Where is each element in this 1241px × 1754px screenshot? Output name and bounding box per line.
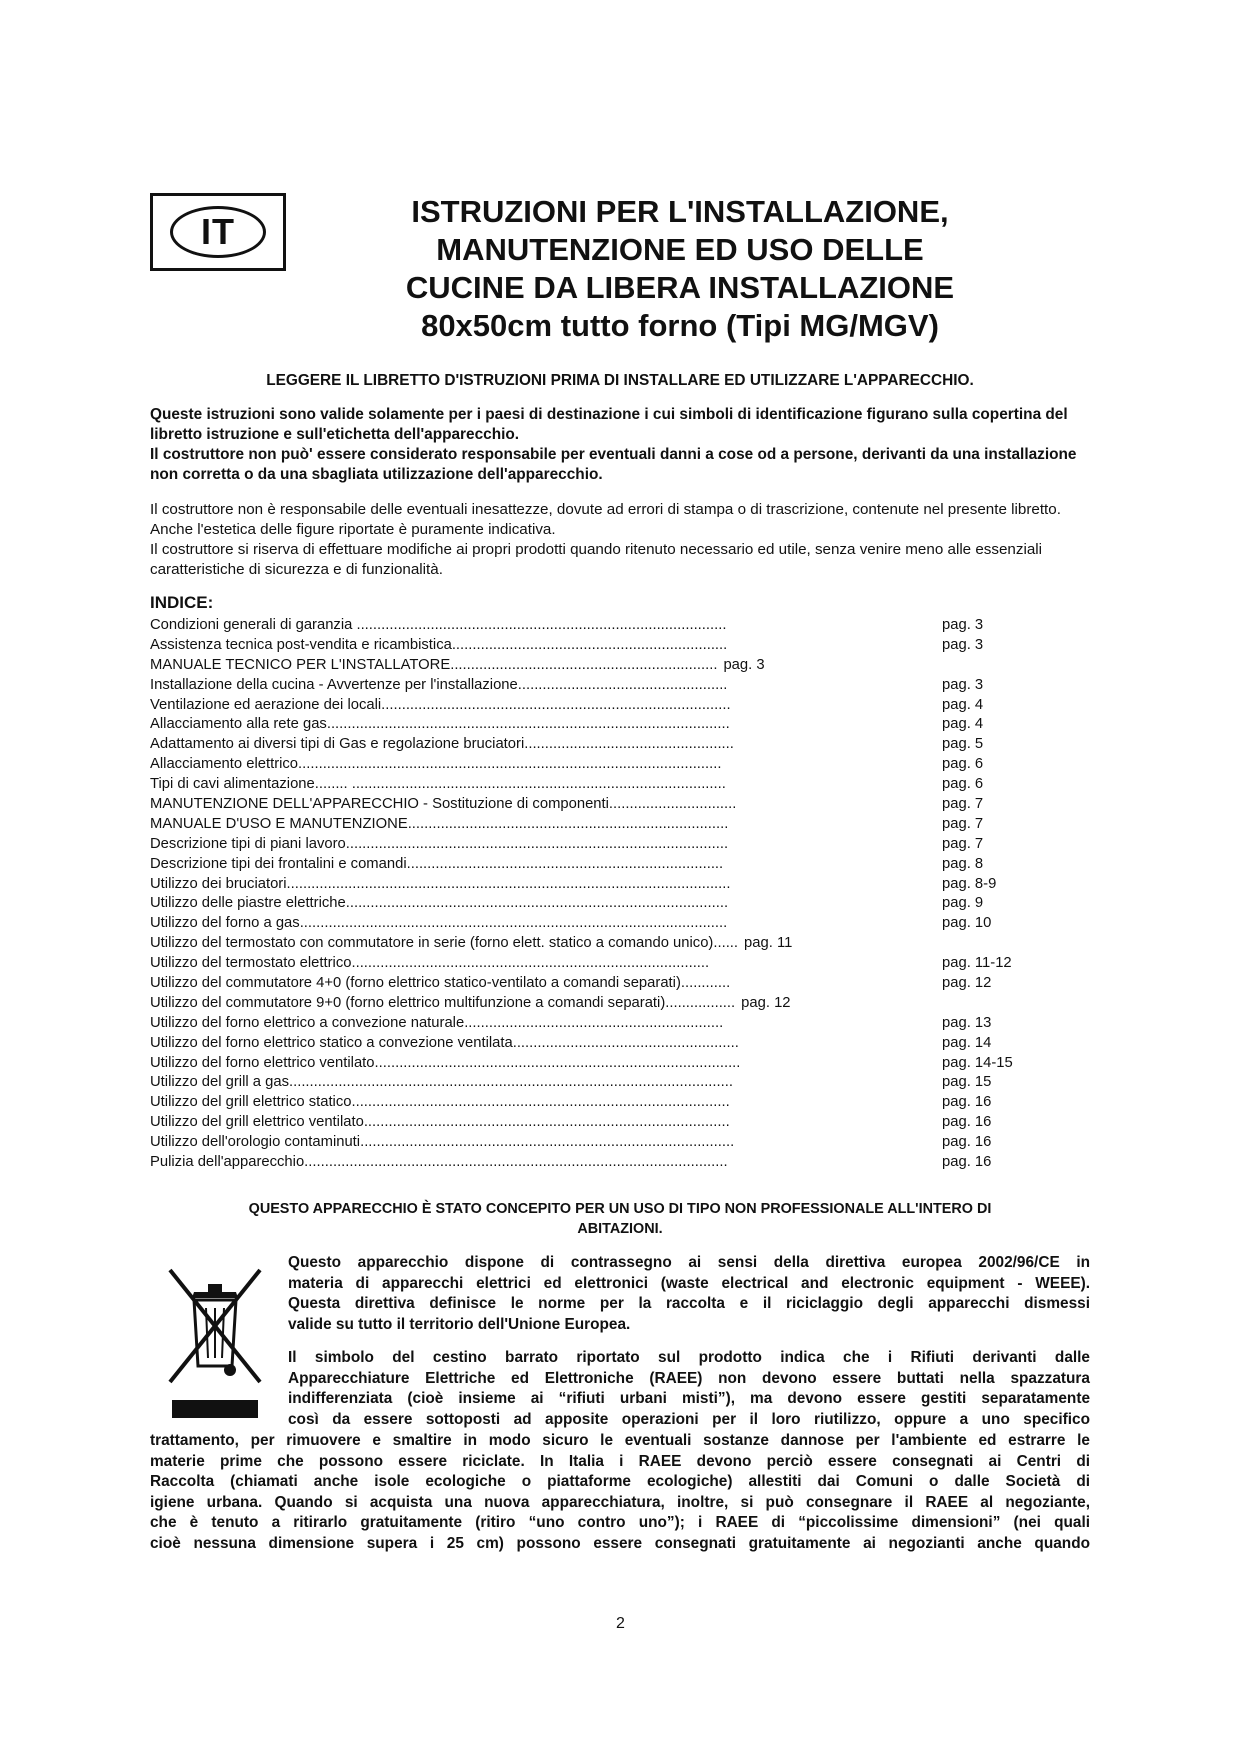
intro-bold <box>150 405 1090 485</box>
index-entry-label: Utilizzo del forno elettrico statico a convezione ventilata....................................................... <box>150 1034 739 1051</box>
language-badge <box>150 193 286 271</box>
weee-line: materia di apparecchi elettrici ed elettronici (waste electrical and electronic equipment - WEEE). <box>288 1274 1090 1292</box>
index-row <box>150 696 1050 716</box>
index-row <box>150 656 1050 676</box>
index-entry-label: Utilizzo del forno a gas........................................................................................................ <box>150 915 728 932</box>
index-row <box>150 735 1050 755</box>
index-entry-label: Ventilazione ed aerazione dei locali..................................................................................... <box>150 696 731 713</box>
index-entry-page: pag. 11 <box>744 935 793 952</box>
index-entry-label: Utilizzo del commutatore 9+0 (forno elettrico multifunzione a comandi separati)................. <box>150 994 736 1011</box>
index-row <box>150 835 1050 855</box>
index-entry-label: Adattamento ai diversi tipi di Gas e regolazione bruciatori................................................... <box>150 736 734 753</box>
intro-normal <box>150 500 1090 580</box>
index-entry-page: pag. 16 <box>942 1114 992 1131</box>
weee-line: Questa direttiva definisce le norme per la raccolta e il riciclaggio degli apparecchi dismessi <box>288 1295 1090 1312</box>
index-entry-label: Utilizzo del grill elettrico ventilato......................................................................................... <box>150 1114 730 1131</box>
weee-paragraph-1 <box>288 1253 1090 1335</box>
title-line: 80x50cm tutto forno (Tipi MG/MGV) <box>421 308 939 343</box>
index-title: INDICE: <box>150 593 214 612</box>
index-entry-page: pag. 16 <box>942 1094 992 1111</box>
index-entry-page: pag. 8-9 <box>942 875 997 892</box>
index-row <box>150 1034 1050 1054</box>
non-professional-notice <box>150 1199 1090 1239</box>
index-row <box>150 715 1050 735</box>
index-row <box>150 795 1050 815</box>
notice-line: QUESTO APPARECCHIO È STATO CONCEPITO PER UN USO DI TIPO NON PROFESSIONALE ALL'INTERO DI <box>248 1201 992 1217</box>
index-entry-label: Installazione della cucina - Avvertenze per l'installazione................................................... <box>150 676 728 693</box>
weee-line: cioè nessuna dimensione supera i 25 cm) possono essere consegnati gratuitamente ai negozianti anche quando <box>150 1534 1090 1552</box>
index-entry-page: pag. 14-15 <box>942 1054 1013 1071</box>
index-entry-page: pag. 3 <box>942 676 984 693</box>
intro-bold-paragraph: Il costruttore non può' essere considerato responsabile per eventuali danni a cose od a persone, derivanti da una installazione non corretta o da una sbagliata utilizzazione dell'apparecchio. <box>150 446 1077 483</box>
index-entry-label: Utilizzo del grill a gas............................................................................................................ <box>150 1074 733 1091</box>
weee-line: che è tenuto a ritirarlo gratuitamente (ritiro “uno contro uno”); i RAEE di “piccolissime dimensioni” (nei quali <box>150 1514 1090 1531</box>
index-entry-label: Assistenza tecnica post-vendita e ricambistica................................................................... <box>150 636 728 653</box>
index-row <box>150 1113 1050 1133</box>
index-entry-label: MANUALE D'USO E MANUTENZIONE.............................................................................. <box>150 815 729 832</box>
crossed-out-wheelie-bin-icon <box>160 1262 270 1422</box>
index-entry-page: pag. 6 <box>942 756 984 773</box>
weee-line: Raccolta (chiamati anche isole ecologiche o piattaforme ecologiche) allestiti dai Comuni o dalle Società di <box>150 1473 1090 1490</box>
index-entry-page: pag. 3 <box>723 656 765 673</box>
index-entry-page: pag. 8 <box>942 855 984 872</box>
index-entry-label: Descrizione tipi di piani lavoro............................................................................................. <box>150 835 729 852</box>
weee-line: trattamento, per rimuovere e smaltire in modo sicuro le eventuali sostanze dannose per l'ambiente ed estrarre le <box>150 1432 1090 1449</box>
index-entry-label: Pulizia dell'apparecchio....................................................................................................... <box>150 1154 728 1171</box>
index-list <box>150 616 1050 1173</box>
index-entry-label: Condizioni generali di garanzia .......................................................................................... <box>150 617 727 633</box>
index-entry-label: Utilizzo del termostato elettrico....................................................................................... <box>150 955 710 972</box>
index-row <box>150 1093 1050 1113</box>
weee-line: materie prime che possono essere riciclate. In Italia i RAEE devono perciò essere consegnati ai Centri di <box>150 1452 1090 1470</box>
index-row <box>150 1014 1050 1034</box>
document-title <box>300 193 1060 345</box>
index-row <box>150 775 1050 795</box>
language-code: IT <box>170 206 266 258</box>
weee-line: indifferenziata (cioè insieme ai “rifiuti urbani misti”), ma devono essere gestiti separatamente <box>288 1390 1090 1407</box>
index-row <box>150 914 1050 934</box>
index-entry-label: Utilizzo del forno elettrico ventilato......................................................................................... <box>150 1054 741 1071</box>
weee-paragraph-2 <box>288 1348 1090 1430</box>
index-entry-page: pag. 11-12 <box>942 955 1012 972</box>
index-entry-label: Utilizzo del termostato con commutatore in serie (forno elett. statico a comando unico)...... <box>150 935 739 952</box>
index-row <box>150 994 1050 1014</box>
index-row <box>150 755 1050 775</box>
index-row <box>150 636 1050 656</box>
index-entry-page: pag. 7 <box>942 835 984 852</box>
index-row <box>150 1153 1050 1173</box>
index-entry-page: pag. 16 <box>942 1134 992 1151</box>
index-entry-page: pag. 12 <box>942 975 992 992</box>
weee-line: Il simbolo del cestino barrato riportato sul prodotto indica che i Rifiuti derivanti dalle <box>288 1349 1090 1366</box>
index-row <box>150 1133 1050 1153</box>
index-entry-label: Utilizzo del forno elettrico a convezione naturale............................................................... <box>150 1014 724 1031</box>
index-entry-label: MANUALE TECNICO PER L'INSTALLATORE................................................................. <box>150 656 718 673</box>
weee-line: Apparecchiature Elettriche ed Elettroniche (RAEE) non devono essere buttati nella spazzatura <box>288 1369 1090 1387</box>
index-entry-page: pag. 10 <box>942 915 992 932</box>
index-entry-page: pag. 5 <box>942 736 984 753</box>
index-entry-page: pag. 3 <box>942 636 984 653</box>
index-entry-page: pag. 13 <box>942 1014 992 1031</box>
weee-line: così da essere sottoposti ad apposite operazioni per il loro riutilizzo, oppure a uno specifico <box>288 1410 1090 1428</box>
weee-line: Questo apparecchio dispone di contrassegno ai sensi della direttiva europea 2002/96/CE in <box>288 1254 1090 1271</box>
index-entry-page: pag. 16 <box>942 1154 992 1171</box>
index-row <box>150 1054 1050 1074</box>
index-row <box>150 616 1050 636</box>
index-entry-label: Allacciamento alla rete gas.................................................................................................. <box>150 716 730 733</box>
index-row <box>150 875 1050 895</box>
index-entry-page: pag. 14 <box>942 1034 992 1051</box>
index-row <box>150 815 1050 835</box>
weee-paragraph-3 <box>150 1431 1090 1554</box>
page-number: 2 <box>616 1615 625 1632</box>
index-entry-label: Allacciamento elettrico....................................................................................................... <box>150 756 722 773</box>
index-entry-page: pag. 4 <box>942 716 984 733</box>
index-row <box>150 1073 1050 1093</box>
intro-paragraph: Il costruttore si riserva di effettuare modifiche ai propri prodotti quando ritenuto necessario ed utile, senza venire meno alle essenziali caratteristiche di sicurezza e di funzionalità. <box>150 541 1043 578</box>
index-row <box>150 954 1050 974</box>
title-line: ISTRUZIONI PER L'INSTALLAZIONE, <box>411 194 949 229</box>
index-entry-label: Utilizzo del commutatore 4+0 (forno elettrico statico-ventilato a comandi separati)............ <box>150 975 731 992</box>
index-entry-page: pag. 3 <box>942 617 984 633</box>
index-entry-page: pag. 6 <box>942 776 984 793</box>
index-entry-page: pag. 7 <box>942 796 984 813</box>
title-line: MANUTENZIONE ED USO DELLE <box>436 232 924 267</box>
index-row <box>150 676 1050 696</box>
index-entry-label: Utilizzo dei bruciatori............................................................................................................ <box>150 875 731 892</box>
notice-line: ABITAZIONI. <box>577 1221 663 1237</box>
intro-bold-paragraph: Queste istruzioni sono valide solamente per i paesi di destinazione i cui simboli di identificazione figurano sulla copertina del libretto istruzione e sull'etichetta dell'apparecchio. <box>150 406 1068 443</box>
index-row <box>150 894 1050 914</box>
index-entry-page: pag. 4 <box>942 696 984 713</box>
index-entry-page: pag. 9 <box>942 895 984 912</box>
index-entry-label: Tipi di cavi alimentazione........ ........................................................................................... <box>150 776 726 793</box>
index-entry-page: pag. 7 <box>942 815 984 832</box>
index-entry-label: Utilizzo del grill elettrico statico............................................................................................ <box>150 1094 730 1111</box>
weee-line: valide su tutto il territorio dell'Unione Europea. <box>288 1315 631 1333</box>
index-row <box>150 934 1050 954</box>
index-entry-label: Utilizzo delle piastre elettriche............................................................................................. <box>150 895 729 912</box>
index-row <box>150 974 1050 994</box>
index-entry-label: MANUTENZIONE DELL'APPARECCHIO - Sostituzione di componenti............................... <box>150 796 737 813</box>
intro-paragraph: Il costruttore non è responsabile delle eventuali inesattezze, dovute ad errori di stampa o di trascrizione, contenute nel presente libretto. Anche l'estetica delle figure riportate è puramente indicativa. <box>150 501 1061 538</box>
index-row <box>150 855 1050 875</box>
index-entry-label: Descrizione tipi dei frontalini e comandi............................................................................. <box>150 855 724 872</box>
title-line: CUCINE DA LIBERA INSTALLAZIONE <box>405 270 955 305</box>
index-entry-page: pag. 12 <box>741 994 791 1011</box>
read-first-warning: LEGGERE IL LIBRETTO D'ISTRUZIONI PRIMA DI INSTALLARE ED UTILIZZARE L'APPARECCHIO. <box>266 372 974 389</box>
index-entry-page: pag. 15 <box>942 1074 992 1091</box>
weee-line: igiene urbana. Quando si acquista una nuova apparecchiatura, inoltre, si può consegnare il RAEE al negoziante, <box>150 1493 1090 1511</box>
index-entry-label: Utilizzo dell'orologio contaminuti........................................................................................... <box>150 1134 735 1151</box>
